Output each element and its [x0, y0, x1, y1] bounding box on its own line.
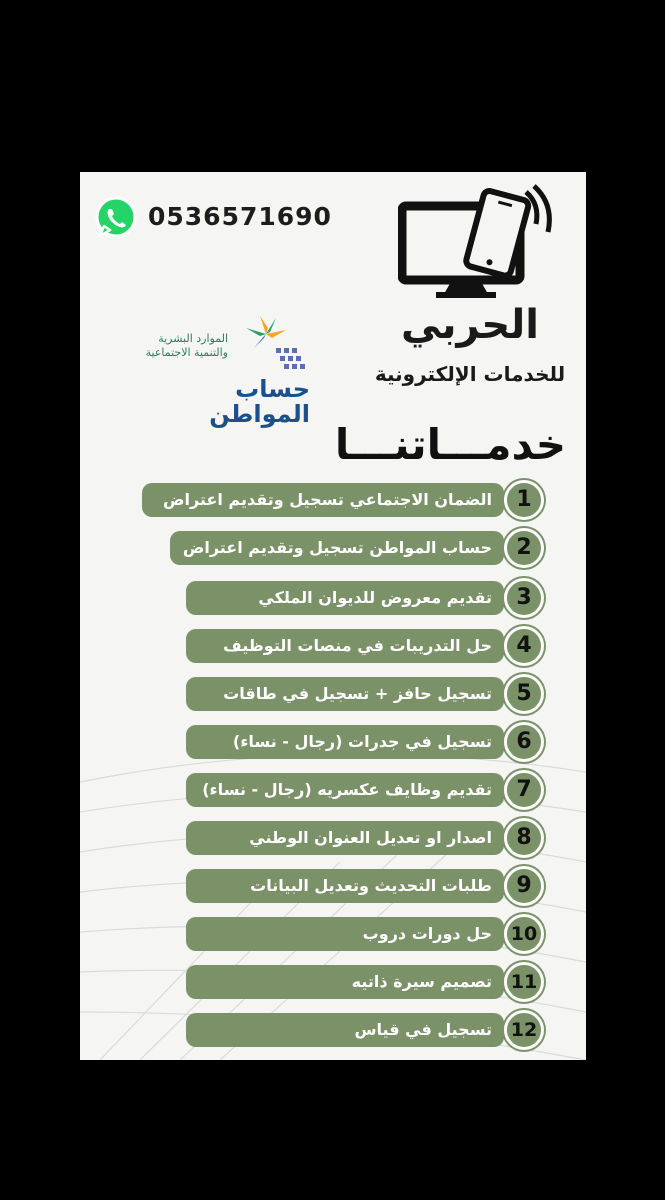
service-label: تصميم سيرة ذاتيه	[186, 965, 504, 999]
service-item	[80, 528, 586, 568]
service-number-badge: 3	[504, 578, 544, 618]
service-number-badge: 11	[504, 962, 544, 1002]
brand-name: الحربي	[401, 302, 539, 348]
service-item	[80, 480, 586, 520]
phone-number[interactable]: 0536571690	[148, 202, 332, 231]
service-item	[80, 722, 586, 762]
flyer-card	[80, 172, 586, 1060]
service-label: تقديم معروض للديوان الملكي	[186, 581, 504, 615]
service-label: اصدار او تعديل العنوان الوطني	[186, 821, 504, 855]
service-number-badge: 4	[504, 626, 544, 666]
service-number-badge: 2	[504, 528, 544, 568]
citizen-account-logo-text	[190, 377, 310, 427]
service-item	[80, 962, 586, 1002]
service-label: حل دورات دروب	[186, 917, 504, 951]
service-item	[80, 674, 586, 714]
service-number-badge: 1	[504, 480, 544, 520]
whatsapp-icon[interactable]	[92, 194, 140, 242]
ministry-line-1: الموارد البشرية	[158, 332, 228, 345]
service-item	[80, 866, 586, 906]
computer-phone-icon	[398, 184, 556, 304]
service-item	[80, 626, 586, 666]
service-number-badge: 6	[504, 722, 544, 762]
service-label: حل التدريبات في منصات التوظيف	[186, 629, 504, 663]
service-label: تقديم وظايف عكسريه (رجال - نساء)	[186, 773, 504, 807]
service-number-badge: 8	[504, 818, 544, 858]
service-number-badge: 5	[504, 674, 544, 714]
service-label: الضمان الاجتماعي تسجيل وتقديم اعتراض	[142, 483, 504, 517]
services-title: خدمـــاتنـــا	[334, 420, 566, 469]
service-item	[80, 578, 586, 618]
citizen-line-1: حساب	[235, 375, 310, 403]
ministry-name	[102, 332, 228, 360]
service-item	[80, 914, 586, 954]
brand-subtitle: للخدمات الإلكترونية	[374, 362, 566, 386]
service-number-badge: 12	[504, 1010, 544, 1050]
service-label: طلبات التحديث وتعديل البيانات	[186, 869, 504, 903]
ministry-line-2: والتنمية الاجتماعية	[145, 346, 228, 359]
service-item	[80, 770, 586, 810]
service-label: تسجيل في قياس	[186, 1013, 504, 1047]
service-item	[80, 818, 586, 858]
service-number-badge: 7	[504, 770, 544, 810]
service-number-badge: 9	[504, 866, 544, 906]
service-label: تسجيل حافز + تسجيل في طاقات	[186, 677, 504, 711]
service-label: تسجيل في جدرات (رجال - نساء)	[186, 725, 504, 759]
service-item	[80, 1010, 586, 1050]
service-number-badge: 10	[504, 914, 544, 954]
service-label: حساب المواطن تسجيل وتقديم اعتراض	[170, 531, 504, 565]
citizen-line-2: المواطن	[209, 400, 310, 428]
